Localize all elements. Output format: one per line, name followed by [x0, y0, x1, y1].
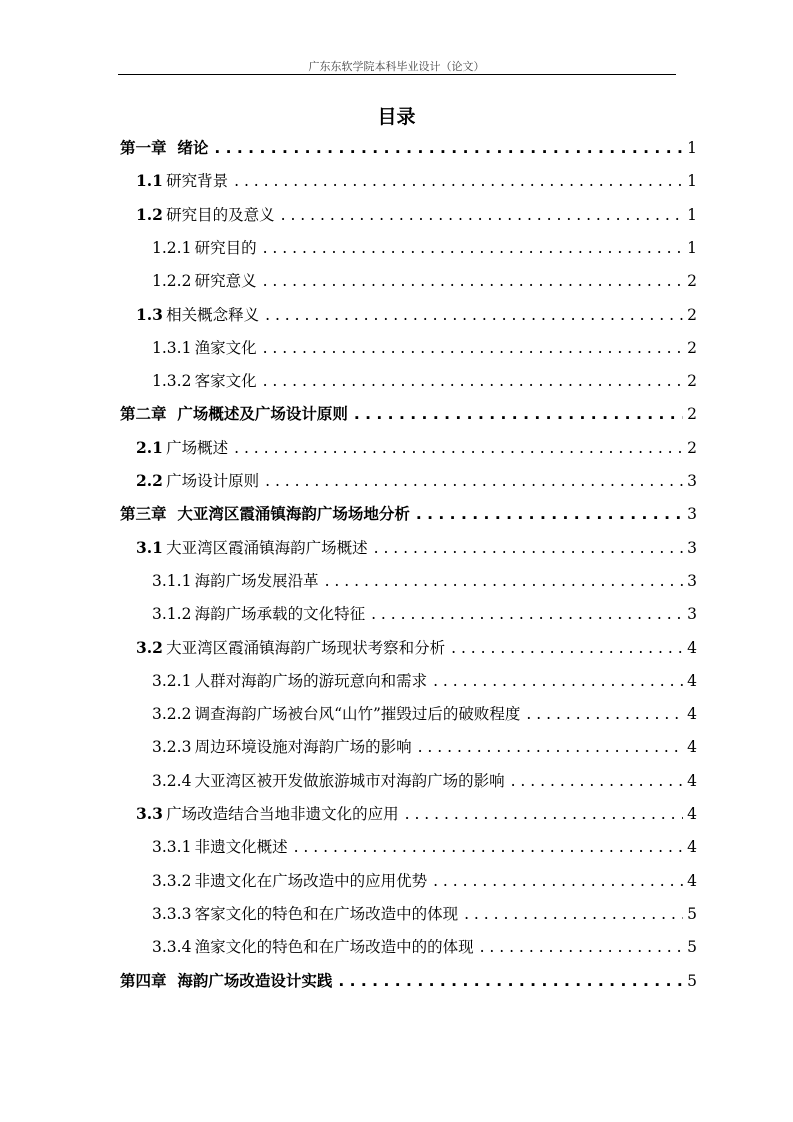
toc-page-number: 5 — [687, 904, 697, 923]
toc-entry-text: 海韵广场承载的文化特征 — [194, 605, 366, 624]
toc-entry-label — [152, 735, 412, 757]
toc-leader-dots — [416, 505, 683, 523]
toc-entry-text: 渔家文化 — [194, 338, 257, 357]
toc-entry-number: 1.2.2 — [152, 272, 192, 291]
toc-leader-dots — [234, 172, 683, 190]
toc-entry-text: 海韵广场发展沿革 — [194, 571, 319, 590]
toc-entry-label — [152, 569, 319, 591]
toc-entry-label — [152, 869, 427, 891]
toc-entry-text: 广场设计原则 — [166, 472, 260, 490]
toc-entry[interactable] — [152, 569, 697, 601]
page-header: 广东东软学院本科毕业设计（论文） — [308, 60, 485, 73]
toc-entry-label — [152, 935, 474, 957]
toc-page-number: 2 — [687, 338, 697, 357]
toc-entry-label — [136, 436, 228, 458]
toc-entry-number: 第四章 — [120, 971, 167, 990]
toc-entry-text: 人群对海韵广场的游玩意向和需求 — [194, 671, 428, 690]
toc-page-number: 1 — [687, 139, 697, 157]
toc-entry-text: 广场改造结合当地非遗文化的应用 — [166, 805, 399, 823]
toc-entry-text: 大亚湾区霞涌镇海韵广场现状考察和分析 — [166, 638, 446, 657]
toc-title: 目录 — [377, 106, 416, 128]
toc-page-number: 4 — [687, 838, 697, 857]
toc-leader-dots — [281, 206, 683, 224]
toc-entry-label — [152, 769, 505, 791]
toc-leader-dots — [480, 938, 683, 956]
toc-entry[interactable] — [152, 269, 697, 301]
toc-entry-number: 3.1.1 — [152, 571, 192, 590]
toc-entry-text: 客家文化 — [194, 372, 257, 391]
toc-entry-label — [120, 502, 410, 524]
toc-entry-label — [136, 469, 259, 491]
toc-leader-dots — [338, 972, 683, 990]
toc-leader-dots — [234, 439, 683, 457]
toc-entry[interactable] — [120, 402, 697, 434]
toc-entry-number: 3.3 — [136, 804, 163, 823]
toc-entry-number: 3.3.3 — [152, 904, 192, 923]
toc-entry-number: 1.3 — [136, 304, 163, 324]
toc-entry-label — [152, 669, 427, 691]
toc-entry-label — [152, 336, 257, 358]
toc-entry[interactable] — [152, 236, 697, 268]
toc-entry-number: 1.2 — [136, 204, 163, 224]
toc-entry[interactable] — [136, 802, 697, 834]
toc-entry-text: 非遗文化概述 — [194, 838, 288, 857]
toc-leader-dots — [464, 905, 683, 923]
toc-leader-dots — [526, 705, 683, 723]
toc-entry-number: 3.2.1 — [152, 671, 192, 690]
toc-entry-number: 1.2.1 — [152, 238, 192, 257]
toc-entry[interactable] — [136, 469, 697, 501]
toc-page-number: 3 — [687, 505, 697, 524]
toc-leader-dots — [265, 472, 683, 490]
toc-page-number: 2 — [687, 272, 697, 291]
toc-entry-text: 研究意义 — [194, 272, 257, 291]
toc-entry-label — [152, 236, 257, 258]
toc-page-number: 3 — [687, 538, 697, 557]
toc-entry-number: 第二章 — [120, 405, 167, 424]
toc-entry[interactable] — [136, 203, 697, 235]
toc-entry-text: 调查海韵广场被台风“山竹”摧毁过后的破败程度 — [194, 705, 521, 724]
toc-page-number: 4 — [687, 638, 697, 657]
toc-page-number: 1 — [687, 205, 697, 224]
toc-entry[interactable] — [120, 969, 697, 1001]
toc-entry-number: 3.3.2 — [152, 871, 192, 890]
toc-page-number: 4 — [687, 771, 697, 790]
toc-entry[interactable] — [136, 636, 697, 668]
toc-entry[interactable] — [152, 902, 697, 934]
toc-entry-label — [136, 303, 259, 325]
toc-entry-text: 海韵广场改造设计实践 — [177, 971, 333, 990]
toc-page-number: 3 — [687, 605, 697, 624]
toc-leader-dots — [433, 872, 683, 890]
toc-entry-text: 大亚湾区霞涌镇海韵广场概述 — [166, 538, 368, 557]
toc-entry-text: 研究目的及意义 — [166, 205, 275, 224]
toc-entry[interactable] — [152, 935, 697, 967]
toc-entry-number: 3.2 — [136, 637, 163, 657]
header-rule — [118, 74, 676, 75]
toc-entry-text: 客家文化的特色和在广场改造中的体现 — [194, 904, 459, 923]
toc-entry-label — [152, 269, 257, 291]
toc-entry-label — [152, 369, 257, 391]
toc-leader-dots — [294, 838, 683, 856]
toc-page-number: 2 — [687, 372, 697, 391]
toc-leader-dots — [511, 772, 683, 790]
toc-entry-label — [136, 169, 228, 191]
toc-leader-dots — [214, 139, 683, 157]
toc-leader-dots — [263, 339, 683, 357]
toc-entry-number: 3.2.2 — [152, 705, 192, 724]
toc-page-number: 4 — [687, 671, 697, 690]
toc-entry-text: 周边环境设施对海韵广场的影响 — [194, 738, 412, 757]
toc-leader-dots — [405, 805, 683, 823]
toc-page-number: 2 — [687, 305, 697, 324]
toc-entry-label — [152, 602, 365, 624]
toc-entry-number: 3.2.4 — [152, 771, 192, 790]
toc-leader-dots — [418, 738, 683, 756]
toc-page-number: 1 — [687, 172, 697, 191]
toc-leader-dots — [433, 672, 683, 690]
toc-entry[interactable] — [136, 436, 697, 468]
toc-entry[interactable] — [152, 769, 697, 801]
toc-entry-text: 非遗文化在广场改造中的应用优势 — [194, 871, 428, 890]
toc-entry-label — [152, 902, 458, 924]
toc-page-number: 4 — [687, 705, 697, 724]
toc-entry-text: 大亚湾区被开发做旅游城市对海韵广场的影响 — [194, 771, 505, 790]
toc-entry-text: 相关概念释义 — [166, 305, 260, 324]
toc-entry[interactable] — [152, 835, 697, 867]
toc-entry[interactable] — [136, 169, 697, 201]
toc-leader-dots — [265, 306, 683, 324]
toc-entry-label — [136, 802, 399, 824]
toc-entry[interactable] — [136, 536, 697, 568]
toc-entry-number: 3.1.2 — [152, 605, 192, 624]
toc-entry[interactable] — [120, 502, 697, 534]
toc-page-number: 4 — [687, 805, 697, 823]
toc-leader-dots — [263, 372, 683, 390]
toc-entry-number: 3.3.4 — [152, 938, 192, 957]
toc-entry-number: 3.3.1 — [152, 838, 192, 857]
toc-entry-number: 1.3.1 — [152, 338, 192, 357]
toc-entry[interactable] — [152, 336, 697, 368]
toc-leader-dots — [263, 239, 683, 257]
toc-entry[interactable] — [136, 303, 697, 335]
toc-leader-dots — [263, 272, 683, 290]
toc-entry-label — [120, 402, 348, 424]
toc-page-number: 4 — [687, 871, 697, 890]
toc-entry-text: 大亚湾区霞涌镇海韵广场场地分析 — [177, 505, 410, 524]
toc-entry-number: 2.2 — [136, 471, 163, 490]
toc-entry-label — [136, 203, 275, 225]
toc-entry-number: 3.2.3 — [152, 738, 192, 757]
toc-entry-number: 3.1 — [136, 537, 163, 557]
toc-entry-text: 研究目的 — [194, 238, 257, 257]
toc-entry-text: 广场概述 — [166, 438, 229, 457]
toc-entry-number: 1.3.2 — [152, 372, 192, 391]
toc-entry[interactable] — [120, 136, 697, 168]
toc-leader-dots — [354, 405, 683, 423]
toc-leader-dots — [451, 639, 683, 657]
toc-entry-text: 绪论 — [177, 139, 209, 157]
toc-leader-dots — [325, 572, 683, 590]
toc-page-number: 4 — [687, 738, 697, 757]
toc-entry[interactable] — [152, 735, 697, 767]
toc-entry[interactable] — [152, 869, 697, 901]
toc-page-number: 5 — [687, 938, 697, 957]
toc-entry-number: 第三章 — [120, 505, 167, 524]
toc-entry-label — [136, 536, 368, 558]
toc-page-number: 5 — [687, 971, 697, 990]
toc-page-number: 2 — [687, 405, 697, 424]
toc-entry-number: 1.1 — [136, 171, 163, 191]
toc-entry-label — [152, 835, 288, 857]
toc-entry-label — [136, 636, 445, 658]
toc-entry-label — [120, 969, 332, 991]
toc-page-number: 3 — [687, 472, 697, 490]
toc-page-number: 3 — [687, 571, 697, 590]
toc-leader-dots — [374, 539, 683, 557]
toc-entry-label — [120, 136, 208, 158]
toc-entry-text: 广场概述及广场设计原则 — [177, 405, 348, 424]
toc-entry-text: 渔家文化的特色和在广场改造中的的体现 — [194, 938, 474, 957]
toc-entry-number: 第一章 — [120, 139, 167, 157]
toc-entry-number: 2.1 — [136, 437, 163, 457]
toc-page-number: 2 — [687, 438, 697, 457]
toc-entry-text: 研究背景 — [166, 172, 229, 191]
toc-entry[interactable] — [152, 602, 697, 634]
toc-entry[interactable] — [152, 369, 697, 401]
toc-entry[interactable] — [152, 702, 697, 734]
toc-page-number: 1 — [687, 238, 697, 257]
toc-leader-dots — [371, 605, 683, 623]
toc-entry[interactable] — [152, 669, 697, 701]
toc-entry-label — [152, 702, 520, 724]
